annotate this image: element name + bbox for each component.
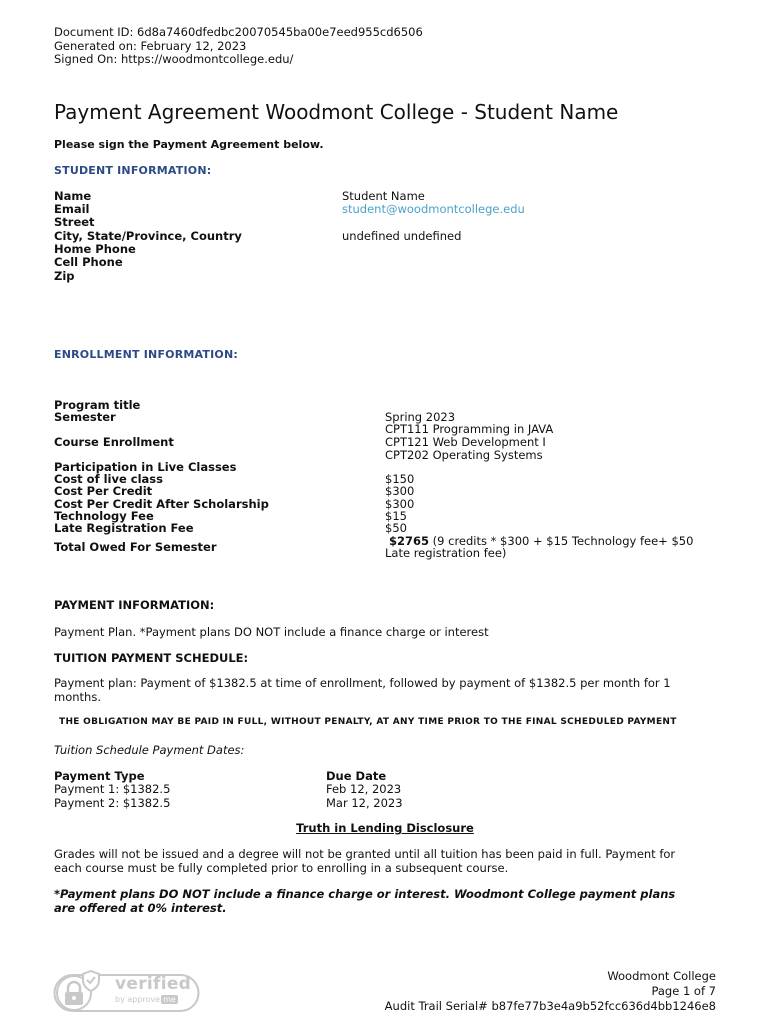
instruction-text: Please sign the Payment Agreement below. [54,138,324,151]
payment-info-heading: PAYMENT INFORMATION: [54,598,215,612]
label-total-owed: Total Owed For Semester [54,540,217,554]
label-participation: Participation in Live Classes [54,460,237,474]
footer [385,969,716,1014]
cost-live-value: $150 [385,472,415,486]
student-row-street [54,216,95,229]
truth-in-lending-heading: Truth in Lending Disclosure [296,821,474,835]
course-1: CPT111 Programming in JAVA [385,422,554,436]
tech-fee-value: $15 [385,509,407,523]
student-row-cell-phone [54,256,123,269]
label-cost-credit: Cost Per Credit [54,484,153,498]
total-amount: $2765 [389,534,430,548]
dates-caption: Tuition Schedule Payment Dates: [54,743,245,757]
student-info-heading: STUDENT INFORMATION: [54,164,212,177]
enrollment-info-heading: ENROLLMENT INFORMATION: [54,348,238,361]
total-detail: (9 credits * $300 + $15 Technology fee+ $50 [429,534,694,548]
interest-note-line-1: *Payment plans DO NOT include a finance charge or interest. Woodmont College payment plans [54,887,676,901]
semester-value: Spring 2023 [385,410,456,424]
course-2: CPT121 Web Development I [385,435,546,449]
table-row-2-type: Payment 2: $1382.5 [54,796,171,810]
label-course-enrollment: Course Enrollment [54,435,174,449]
badge-by-text: by approve [115,995,161,1004]
label: Cell Phone [54,255,123,269]
student-city-value: undefined undefined [342,229,462,243]
signed-on: Signed On: https://woodmontcollege.edu/ [54,52,294,66]
late-fee-value: $50 [385,521,407,535]
truth-in-lending-text [54,847,675,875]
label: Email [54,202,90,216]
label: Home Phone [54,242,136,256]
student-row-zip [54,270,75,283]
table-row-1-date: Feb 12, 2023 [326,782,402,796]
footer-audit: Audit Trail Serial# b87fe77b3e4a9b52fcc636d4bb1246e8 [384,999,716,1013]
footer-page: Page 1 of 7 [651,984,716,998]
student-email-link[interactable]: student@woodmontcollege.edu [342,202,525,216]
verified-badge [53,968,201,1014]
document-meta [54,26,423,67]
label: City, State/Province, Country [54,229,242,243]
course-3: CPT202 Operating Systems [385,448,543,462]
table-row-2-date: Mar 12, 2023 [326,796,403,810]
generated-on: Generated on: February 12, 2023 [54,38,247,53]
badge-me: me [163,995,176,1004]
payment-plan-text: Payment Plan. *Payment plans DO NOT include a finance charge or interest [54,625,489,639]
label: Zip [54,269,75,283]
table-header-payment-type: Payment Type [54,769,145,783]
truth-text-line-1: Grades will not be issued and a degree will not be granted until all tuition has been paid in full. Payment for [54,847,676,861]
schedule-heading: TUITION PAYMENT SCHEDULE: [54,651,249,665]
label: Name [54,189,92,203]
student-name-value: Student Name [342,189,425,203]
interest-note-line-2: are offered at 0% interest. [54,901,227,915]
label-late-fee: Late Registration Fee [54,521,194,535]
shield-check-icon [83,971,99,991]
schedule-text [54,676,671,704]
obligation-notice: THE OBLIGATION MAY BE PAID IN FULL, WITHOUT PENALTY, AT ANY TIME PRIOR TO THE FINAL SCHEDULED PAYMENT [59,717,677,727]
label-tech-fee: Technology Fee [54,509,154,523]
footer-org: Woodmont College [607,969,716,983]
cost-credit-value: $300 [385,484,415,498]
badge-word: verified [115,974,192,994]
label: Street [54,215,95,229]
table-header-due-date: Due Date [326,769,387,783]
document-id: Document ID: 6d8a7460dfedbc20070545ba00e7eed955cd6506 [54,25,423,39]
label-program-title: Program title [54,398,141,412]
table-row-1-type: Payment 1: $1382.5 [54,782,171,796]
page-title: Payment Agreement Woodmont College - Student Name [54,100,619,124]
cost-after-scholarship-value: $300 [385,497,415,511]
label-semester: Semester [54,410,116,424]
schedule-text-line-1: Payment plan: Payment of $1382.5 at time of enrollment, followed by payment of $1382.5 per month for 1 [54,676,671,690]
truth-text-line-2: each course must be fully completed prior to enrolling in a subsequent course. [54,861,509,875]
label-cost-after-scholarship: Cost Per Credit After Scholarship [54,497,269,511]
label-cost-live: Cost of live class [54,472,163,486]
interest-note [54,887,675,915]
badge-by [115,995,178,1004]
total-owed-line-2: Late registration fee) [385,546,507,560]
schedule-text-line-2: months. [54,690,101,704]
